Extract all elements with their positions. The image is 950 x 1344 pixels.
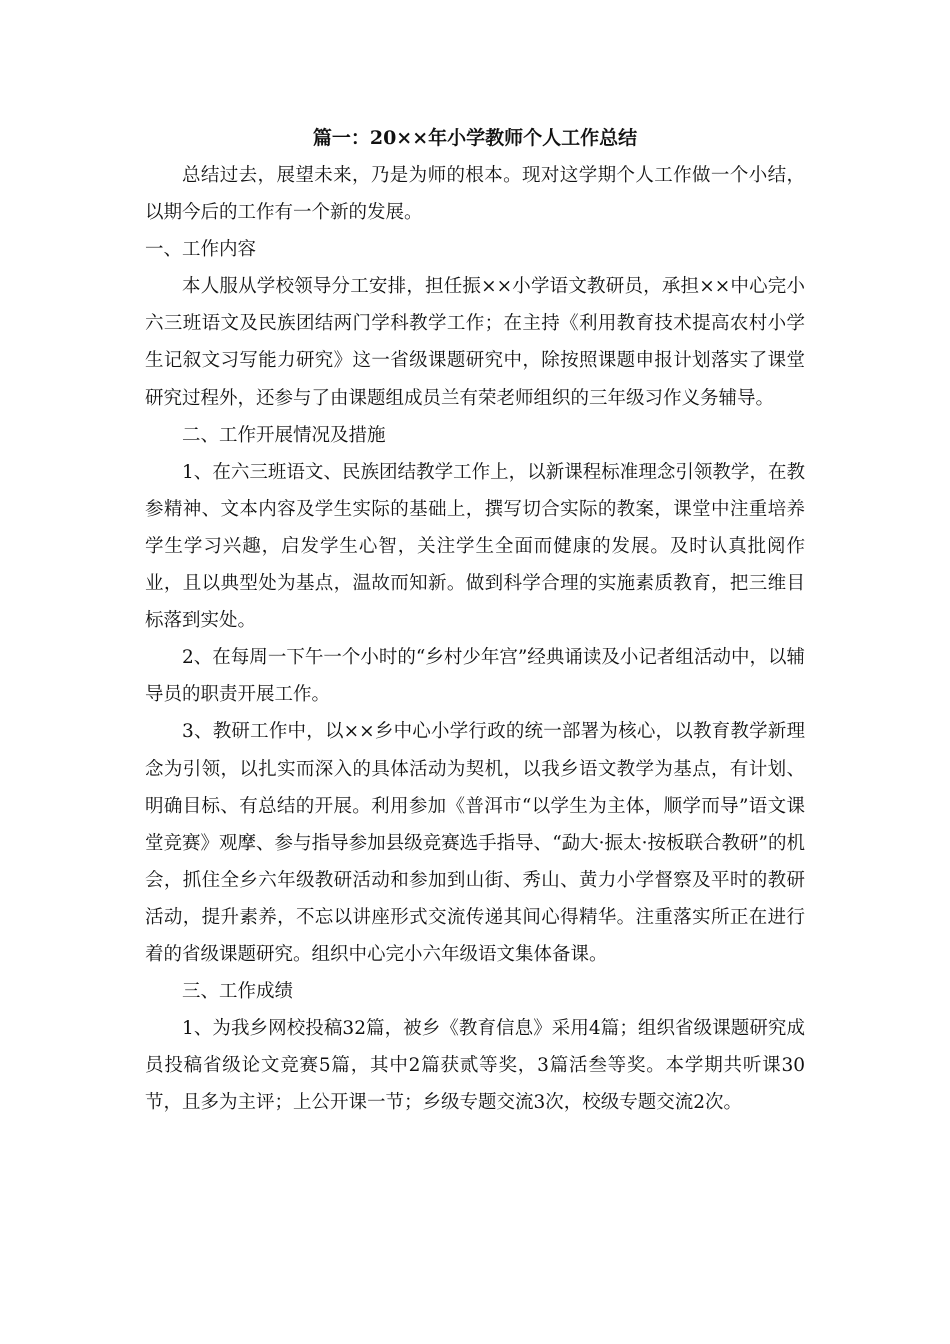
paragraph-measure-1: 1、在六三班语文、民族团结教学工作上，以新课程标准理念引领教学，在教参精神、文本内容及学生实际的基础上，撰写切合实际的教案，课堂中注重培养学生学习兴趣，启发学生心智，关注学生全面而健康的发展。及时认真批阅作业，且以典型处为基点，温故而知新。做到科学合理的实施素质教育，把三维目标落到实处。 [145, 461, 805, 632]
paragraph-measure-2: 2、在每周一下午一个小时的“乡村少年宫”经典诵读及小记者组活动中，以辅导员的职责开展工作。 [145, 647, 805, 706]
section-heading-work-content: 一、工作内容 [145, 239, 257, 261]
paragraph-result-1: 1、为我乡网校投稿32篇，被乡《教育信息》采用4篇；组织省级课题研究成员投稿省级论文竞赛5篇，其中2篇获贰等奖，3篇活叁等奖。本学期共听课30节，且多为主评；上公开课一节；乡级专题交流3次，校级专题交流2次。 [145, 1018, 805, 1114]
section-heading-work-measures: 二、工作开展情况及措施 [182, 424, 386, 446]
paragraph-intro: 总结过去，展望未来，乃是为师的根本。现对这学期个人工作做一个小结，以期今后的工作有一个新的发展。 [145, 165, 805, 224]
document-body [145, 157, 805, 1121]
paragraph-measure-3: 3、教研工作中，以××乡中心小学行政的统一部署为核心，以教育教学新理念为引领，以扎实而深入的具体活动为契机，以我乡语文教学为基点，有计划、明确目标、有总结的开展。利用参加《普洱市“以学生为主体，顺学而导”语文课堂竞赛》观摩、参与指导参加县级竞赛选手指导、“勐大·振太·按板联合教研”的机会，抓住全乡六年级教研活动和参加到山街、秀山、黄力小学督察及平时的教研活动，提升素养，不忘以讲座形式交流传递其间心得精华。注重落实所正在进行着的省级课题研究。组织中心完小六年级语文集体备课。 [145, 721, 805, 965]
document-title: 篇一：20××年小学教师个人工作总结 [312, 127, 638, 149]
paragraph-work-content: 本人服从学校领导分工安排，担任振××小学语文教研员，承担××中心完小六三班语文及民族团结两门学科教学工作；在主持《利用教育技术提高农村小学生记叙文习写能力研究》这一省级课题研究中，除按照课题申报计划落实了课堂研究过程外，还参与了由课题组成员兰有荣老师组织的三年级习作义务辅导。 [145, 276, 805, 409]
section-heading-work-results: 三、工作成绩 [182, 981, 294, 1003]
